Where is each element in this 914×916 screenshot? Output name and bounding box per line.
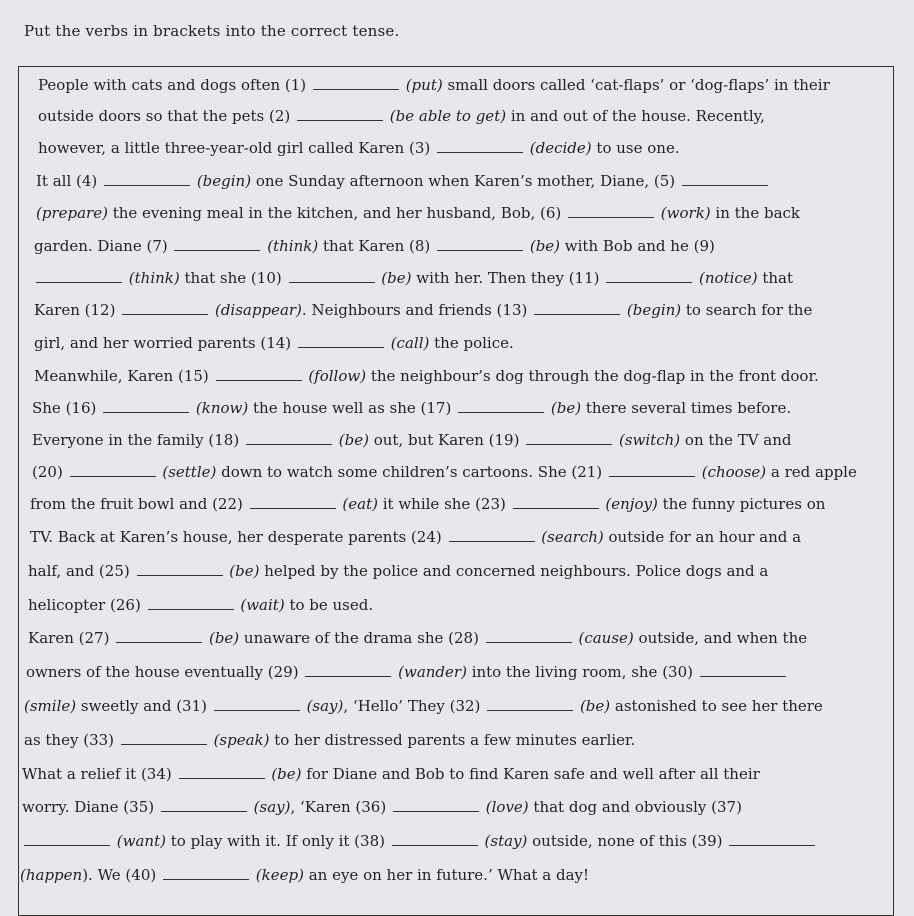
answer-blank[interactable]: [36, 271, 122, 283]
answer-blank[interactable]: [163, 868, 249, 880]
verb-hint: (switch): [619, 431, 681, 449]
text-segment: the house well as she (17): [248, 399, 457, 417]
answer-blank[interactable]: [526, 433, 612, 445]
exercise-line: [34, 333, 514, 353]
text-segment: however, a little three-year-old girl called Karen (3): [38, 139, 435, 157]
exercise-line: [34, 366, 819, 386]
text-segment: half, and (25): [28, 562, 135, 580]
verb-hint: (wait): [240, 596, 285, 614]
answer-blank[interactable]: [486, 631, 572, 643]
verb-hint: (be): [381, 269, 412, 287]
answer-blank[interactable]: [104, 174, 190, 186]
text-segment: that Karen (8): [318, 237, 436, 255]
verb-hint: (be): [208, 629, 240, 647]
answer-blank[interactable]: [70, 465, 156, 477]
exercise-line: [34, 300, 812, 320]
verb-hint: (eat): [342, 495, 378, 513]
answer-blank[interactable]: [392, 834, 478, 846]
answer-blank[interactable]: [393, 800, 479, 812]
answer-blank[interactable]: [122, 303, 208, 315]
verb-hint: (decide): [529, 139, 592, 157]
text-segment: it while she (23): [377, 495, 511, 513]
verb-hint: (think): [128, 269, 180, 287]
text-segment: to play with it. If only it (38): [165, 832, 390, 850]
answer-blank[interactable]: [449, 530, 535, 542]
text-segment: worry. Diane (35): [22, 798, 159, 816]
text-segment: small doors called ‘cat-flaps’ or ‘dog-flaps’ in their: [442, 76, 830, 94]
verb-hint: (cause): [578, 629, 634, 647]
exercise-line: [32, 398, 791, 418]
answer-blank[interactable]: [513, 497, 599, 509]
verb-hint: (be): [229, 562, 260, 580]
exercise-line: [28, 595, 373, 615]
text-segment: the evening meal in the kitchen, and her husband, Bob, (6): [107, 204, 567, 222]
verb-hint: (speak): [213, 731, 270, 749]
text-segment: to her distressed parents a few minutes earlier.: [269, 731, 636, 749]
verb-hint: (want): [116, 832, 166, 850]
exercise-line: [22, 797, 742, 817]
text-segment: She (16): [32, 399, 102, 417]
text-segment: What a relief it (34): [22, 765, 177, 783]
answer-blank[interactable]: [116, 631, 202, 643]
text-segment: the neighbour’s dog through the dog-flap in the front door.: [366, 367, 819, 385]
answer-blank[interactable]: [700, 665, 786, 677]
text-segment: astonished to see her there: [610, 697, 823, 715]
answer-blank[interactable]: [148, 598, 234, 610]
text-segment: Meanwhile, Karen (15): [34, 367, 214, 385]
text-segment: to be used.: [284, 596, 374, 614]
text-segment: owners of the house eventually (29): [26, 663, 304, 681]
answer-blank[interactable]: [246, 433, 332, 445]
verb-hint: (stay): [484, 832, 528, 850]
text-segment: People with cats and dogs often (1): [38, 76, 311, 94]
text-segment: Everyone in the family (18): [32, 431, 244, 449]
text-segment: outside, none of this (39): [527, 832, 728, 850]
answer-blank[interactable]: [305, 665, 391, 677]
answer-blank[interactable]: [606, 271, 692, 283]
verb-hint: (love): [485, 798, 529, 816]
text-segment: Karen (12): [34, 301, 121, 319]
text-segment: there several times before.: [581, 399, 792, 417]
text-segment: an eye on her in future.’ What a day!: [303, 866, 590, 884]
text-segment: sweetly and (31): [76, 697, 212, 715]
exercise-line: [38, 106, 765, 126]
verb-hint: (be): [529, 237, 561, 255]
exercise-line: [30, 527, 801, 547]
answer-blank[interactable]: [289, 271, 375, 283]
answer-blank[interactable]: [568, 206, 654, 218]
text-segment: girl, and her worried parents (14): [34, 334, 296, 352]
answer-blank[interactable]: [729, 834, 815, 846]
text-segment: outside doors so that the pets (2): [38, 107, 296, 125]
answer-blank[interactable]: [487, 699, 573, 711]
text-segment: helicopter (26): [28, 596, 146, 614]
text-segment: to search for the: [681, 301, 813, 319]
answer-blank[interactable]: [174, 239, 260, 251]
answer-blank[interactable]: [216, 369, 302, 381]
text-segment: the funny pictures on: [657, 495, 826, 513]
verb-hint: (wander): [398, 663, 467, 681]
verb-hint: (happen: [20, 866, 83, 884]
text-segment: that she (10): [179, 269, 287, 287]
text-segment: in and out of the house. Recently,: [506, 107, 765, 125]
exercise-line: [28, 628, 807, 648]
text-segment: , ‘Karen (36): [290, 798, 391, 816]
verb-hint: (follow): [308, 367, 367, 385]
exercise-line: [22, 764, 760, 784]
answer-blank[interactable]: [250, 497, 336, 509]
exercise-line: [30, 494, 825, 514]
text-segment: down to watch some children’s cartoons. She (21): [216, 463, 607, 481]
verb-hint: (begin): [196, 172, 252, 190]
answer-blank[interactable]: [437, 141, 523, 153]
exercise-line: [34, 236, 715, 256]
text-segment: that dog and obviously (37): [528, 798, 742, 816]
text-segment: unaware of the drama she (28): [239, 629, 484, 647]
verb-hint: (call): [390, 334, 430, 352]
text-segment: one Sunday afternoon when Karen’s mother, Diane, (5): [251, 172, 680, 190]
verb-hint: (settle): [162, 463, 217, 481]
text-segment: helped by the police and concerned neighbours. Police dogs and a: [259, 562, 769, 580]
text-segment: the police.: [429, 334, 514, 352]
verb-hint: (be able to get): [389, 107, 507, 125]
exercise-line: [32, 430, 792, 450]
verb-hint: (be): [338, 431, 369, 449]
exercise-line: [28, 561, 768, 581]
text-segment: with Bob and he (9): [560, 237, 715, 255]
verb-hint: (be): [550, 399, 582, 417]
text-segment: outside for an hour and a: [603, 528, 802, 546]
verb-hint: (enjoy): [605, 495, 658, 513]
text-segment: on the TV and: [680, 431, 792, 449]
answer-blank[interactable]: [297, 109, 383, 121]
text-segment: outside, and when the: [633, 629, 808, 647]
text-segment: ). We (40): [82, 866, 161, 884]
answer-blank[interactable]: [437, 239, 523, 251]
answer-blank[interactable]: [137, 564, 223, 576]
answer-blank[interactable]: [179, 767, 265, 779]
exercise-line: [38, 75, 830, 95]
instruction-heading: Put the verbs in brackets into the correct tense.: [24, 22, 400, 40]
exercise-line: [20, 865, 589, 885]
exercise-line: [24, 730, 635, 750]
verb-hint: (search): [541, 528, 604, 546]
text-segment: from the fruit bowl and (22): [30, 495, 248, 513]
answer-blank[interactable]: [313, 78, 399, 90]
text-segment: with her. Then they (11): [411, 269, 605, 287]
answer-blank[interactable]: [214, 699, 300, 711]
exercise-line: [38, 138, 680, 158]
answer-blank[interactable]: [161, 800, 247, 812]
exercise-line: [36, 203, 800, 223]
verb-hint: (think): [267, 237, 319, 255]
answer-blank[interactable]: [609, 465, 695, 477]
answer-blank[interactable]: [121, 733, 207, 745]
text-segment: in the back: [710, 204, 801, 222]
exercise-line: [34, 268, 793, 288]
text-segment: as they (33): [24, 731, 119, 749]
verb-hint: (smile): [24, 697, 77, 715]
answer-blank[interactable]: [103, 401, 189, 413]
exercise-line: [36, 171, 770, 191]
verb-hint: (say): [306, 697, 344, 715]
verb-hint: (say): [253, 798, 291, 816]
text-segment: , ‘Hello’ They (32): [343, 697, 486, 715]
verb-hint: (notice): [699, 269, 758, 287]
verb-hint: (keep): [255, 866, 304, 884]
answer-blank[interactable]: [682, 174, 768, 186]
text-segment: TV. Back at Karen’s house, her desperate parents (24): [30, 528, 447, 546]
verb-hint: (be): [271, 765, 302, 783]
exercise-line: [32, 462, 857, 482]
text-segment: It all (4): [36, 172, 103, 190]
text-segment: out, but Karen (19): [368, 431, 525, 449]
exercise-line: [24, 696, 823, 716]
verb-hint: (know): [195, 399, 249, 417]
exercise-line: [22, 831, 817, 851]
verb-hint: (work): [660, 204, 711, 222]
verb-hint: (disappear): [214, 301, 302, 319]
verb-hint: (choose): [701, 463, 767, 481]
exercise-line: [26, 662, 788, 682]
text-segment: a red apple: [766, 463, 857, 481]
answer-blank[interactable]: [534, 303, 620, 315]
verb-hint: (begin): [626, 301, 682, 319]
text-segment: for Diane and Bob to find Karen safe and well after all their: [301, 765, 760, 783]
answer-blank[interactable]: [298, 336, 384, 348]
text-segment: . Neighbours and friends (13): [301, 301, 533, 319]
text-segment: Karen (27): [28, 629, 115, 647]
exercise-box: [18, 66, 894, 916]
text-segment: that: [757, 269, 793, 287]
text-segment: garden. Diane (7): [34, 237, 173, 255]
verb-hint: (put): [405, 76, 443, 94]
verb-hint: (prepare): [36, 204, 108, 222]
answer-blank[interactable]: [458, 401, 544, 413]
answer-blank[interactable]: [24, 834, 110, 846]
verb-hint: (be): [579, 697, 611, 715]
text-segment: to use one.: [591, 139, 680, 157]
text-segment: into the living room, she (30): [466, 663, 698, 681]
text-segment: (20): [32, 463, 68, 481]
